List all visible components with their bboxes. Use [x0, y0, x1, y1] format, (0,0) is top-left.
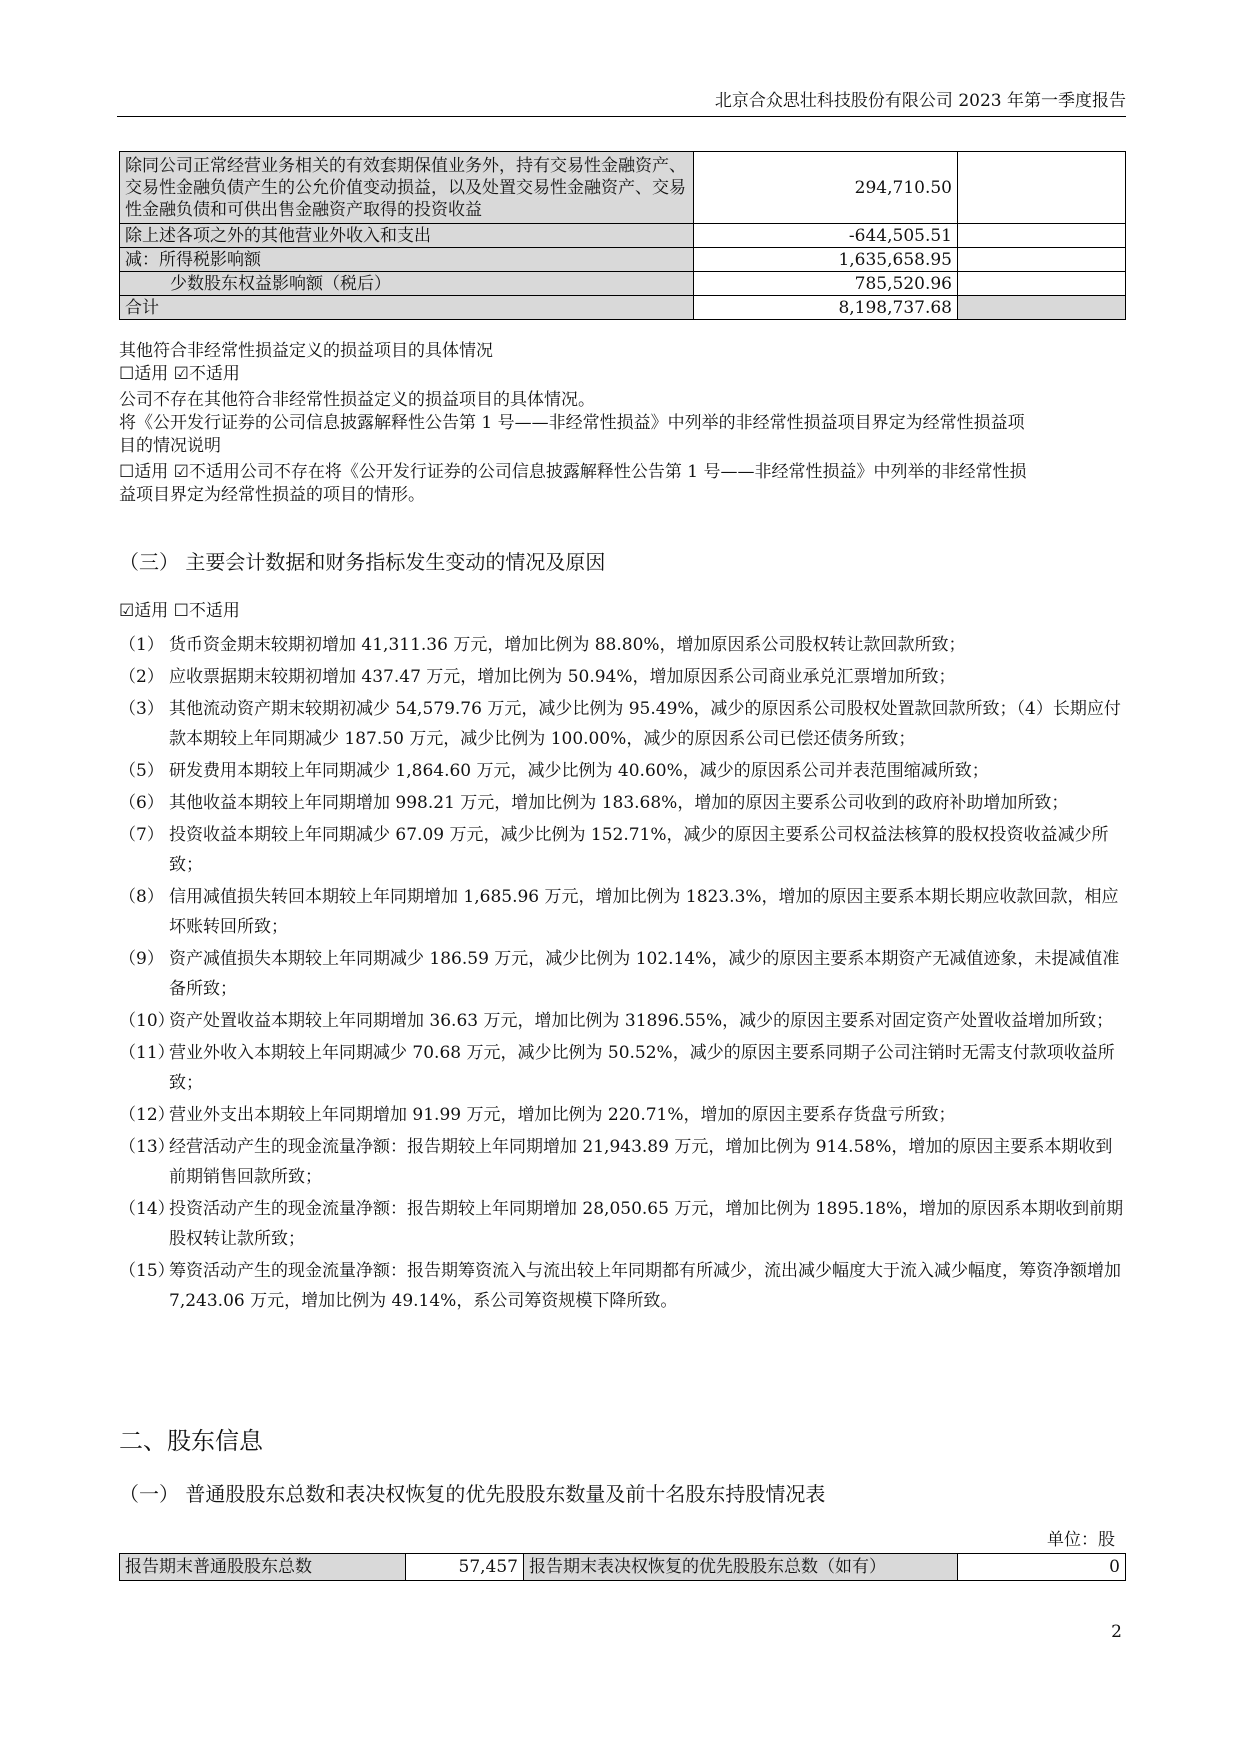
- row-label: 减：所得税影响额: [120, 248, 694, 272]
- row-value: 8,198,737.68: [694, 296, 958, 320]
- list-item: （6） 其他收益本期较上年同期增加 998.21 万元，增加比例为 183.68%，增加的原因主要系公司收到的政府补助增加所致；: [119, 793, 1069, 813]
- list-item: （5） 研发费用本期较上年同期减少 1,864.60 万元，减少比例为 40.60%，减少的原因系公司并表范围缩减所致；: [119, 761, 989, 781]
- table-row: [120, 248, 1126, 272]
- sub-section-title: （一） 普通股股东总数和表决权恢复的优先股股东数量及前十名股东持股情况表: [119, 1482, 826, 1506]
- list-item: （7） 投资收益本期较上年同期减少 67.09 万元，减少比例为 152.71%，减少的原因主要系公司权益法核算的股权投资收益减少所致；: [119, 825, 1109, 875]
- row-note: [958, 296, 1126, 320]
- note-line: 公司不存在其他符合非经常性损益定义的损益项目的具体情况。: [119, 390, 595, 410]
- table-row: [120, 272, 1126, 296]
- row-value: -644,505.51: [694, 224, 958, 248]
- table-cell-label: 报告期末表决权恢复的优先股股东总数（如有）: [524, 1554, 958, 1581]
- note-line: 益项目界定为经常性损益的项目的情形。: [119, 485, 425, 505]
- row-value: 1,635,658.95: [694, 248, 958, 272]
- row-label: 除上述各项之外的其他营业外收入和支出: [120, 224, 694, 248]
- section-heading: 二、股东信息: [119, 1427, 263, 1455]
- non-recurring-gains-table: [119, 151, 1126, 320]
- list-item: （15） 筹资活动产生的现金流量净额：报告期筹资流入与流出较上年同期都有所减少，流出减少幅度大于流入减少幅度，筹资净额增加 7,243.06 万元，增加比例为 49.14%，系公司筹资规模下降所致。: [119, 1261, 1121, 1311]
- note-line: 其他符合非经常性损益定义的损益项目的具体情况: [119, 341, 493, 361]
- table-row: [120, 1554, 1126, 1581]
- page-number: 2: [1111, 1622, 1122, 1642]
- list-item: （11） 营业外收入本期较上年同期减少 70.68 万元，减少比例为 50.52%，减少的原因主要系同期子公司注销时无需支付款项收益所致；: [119, 1043, 1115, 1093]
- list-item: （3） 其他流动资产期末较期初减少 54,579.76 万元，减少比例为 95.49%，减少的原因系公司股权处置款回款所致；（4）长期应付款本期较上年同期减少 187.50 万元，减少比例为 100.00%，减少的原因系公司已偿还债务所致；: [119, 699, 1121, 749]
- row-label: 除同公司正常经营业务相关的有效套期保值业务外，持有交易性金融资产、交易性金融负债产生的公允价值变动损益，以及处置交易性金融资产、交易性金融负债和可供出售金融资产取得的投资收益: [120, 152, 694, 224]
- list-item: （2） 应收票据期末较期初增加 437.47 万元，增加比例为 50.94%，增加原因系公司商业承兑汇票增加所致；: [119, 667, 956, 687]
- row-value: 294,710.50: [694, 152, 958, 224]
- note-line: ☐适用 ☑不适用公司不存在将《公开发行证券的公司信息披露解释性公告第 1 号——非经常性损益》中列举的非经常性损: [119, 462, 1027, 482]
- row-note: [958, 224, 1126, 248]
- row-note: [958, 248, 1126, 272]
- list-item: （13） 经营活动产生的现金流量净额：报告期较上年同期增加 21,943.89 万元，增加比例为 914.58%，增加的原因主要系本期收到前期销售回款所致；: [119, 1137, 1113, 1187]
- table-row: [120, 224, 1126, 248]
- table-cell-value: 57,457: [406, 1554, 524, 1581]
- section-title: （三） 主要会计数据和财务指标发生变动的情况及原因: [119, 550, 606, 574]
- note-line: 将《公开发行证券的公司信息披露解释性公告第 1 号——非经常性损益》中列举的非经常性损益项目界定为经常性损益项: [119, 413, 1025, 433]
- row-label: 合计: [120, 296, 694, 320]
- list-item: （1） 货币资金期末较期初增加 41,311.36 万元，增加比例为 88.80%，增加原因系公司股权转让款回款所致；: [119, 635, 966, 655]
- row-note: [958, 152, 1126, 224]
- page-header: 北京合众思壮科技股份有限公司 2023 年第一季度报告: [117, 86, 1126, 117]
- row-value: 785,520.96: [694, 272, 958, 296]
- table-row: [120, 152, 1126, 224]
- row-note: [958, 272, 1126, 296]
- table-cell-value: 0: [958, 1554, 1126, 1581]
- unit-label: 单位：股: [1047, 1530, 1115, 1550]
- applicability-line: ☐适用 ☑不适用: [119, 364, 240, 384]
- list-item: （8） 信用减值损失转回本期较上年同期增加 1,685.96 万元，增加比例为 1823.3%，增加的原因主要系本期长期应收款回款，相应坏账转回所致；: [119, 887, 1119, 937]
- list-item: （9） 资产减值损失本期较上年同期减少 186.59 万元，减少比例为 102.14%，减少的原因主要系本期资产无减值迹象，未提减值准备所致；: [119, 949, 1120, 999]
- list-item: （14） 投资活动产生的现金流量净额：报告期较上年同期增加 28,050.65 万元，增加比例为 1895.18%，增加的原因系本期收到前期股权转让款所致；: [119, 1199, 1124, 1249]
- list-item: （12） 营业外支出本期较上年同期增加 91.99 万元，增加比例为 220.71%，增加的原因主要系存货盘亏所致；: [119, 1105, 956, 1125]
- list-item: （10） 资产处置收益本期较上年同期增加 36.63 万元，增加比例为 31896.55%，减少的原因主要系对固定资产处置收益增加所致；: [119, 1011, 1114, 1031]
- notes-block: [119, 340, 1125, 507]
- row-label: 少数股东权益影响额（税后）: [120, 272, 694, 296]
- change-reasons-list: [119, 630, 1125, 1318]
- note-line: 目的情况说明: [119, 436, 221, 456]
- applicability-line: ☑适用 ☐不适用: [119, 601, 240, 621]
- table-row: [120, 296, 1126, 320]
- shareholder-count-table: [119, 1553, 1126, 1581]
- table-cell-label: 报告期末普通股股东总数: [120, 1554, 406, 1581]
